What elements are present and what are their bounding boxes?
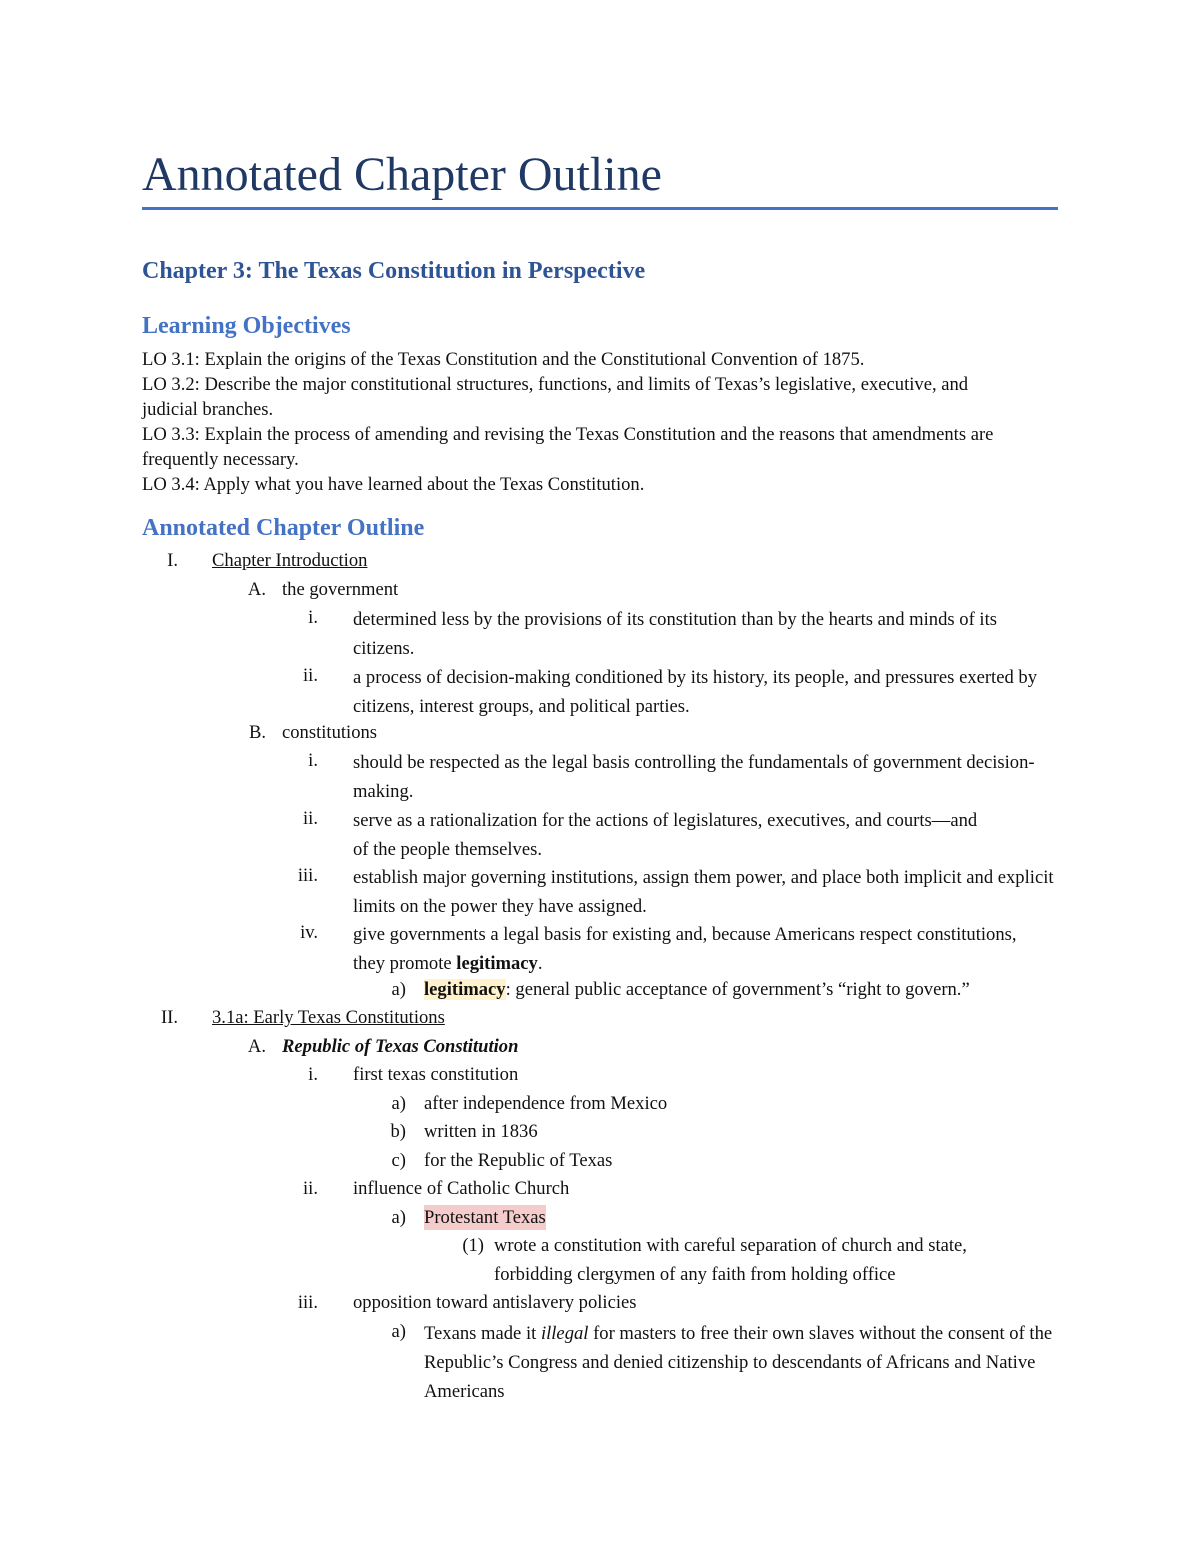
learning-objective: LO 3.1: Explain the origins of the Texas Constitution and the Constitutional Convention of 1875.	[142, 349, 865, 370]
outline-marker: a)	[391, 1093, 406, 1114]
outline-item-text-part: Texans made it	[424, 1323, 541, 1344]
definition-body: : general public acceptance of government’s “right to govern.”	[505, 979, 970, 1000]
outline-item-text: written in 1836	[424, 1121, 538, 1142]
outline-item-text: serve as a rationalization for the actions of legislatures, executives, and courts—and of the people themselves.	[353, 810, 978, 860]
outline-item-text: the government	[282, 579, 399, 600]
highlighted-term-legitimacy: legitimacy	[424, 979, 506, 1000]
outline-item-text: opposition toward antislavery policies	[353, 1292, 637, 1313]
outline-marker: I.	[167, 550, 178, 571]
learning-objectives-heading: Learning Objectives	[142, 313, 351, 339]
outline-marker: i.	[308, 607, 318, 628]
outline-item-text: influence of Catholic Church	[353, 1178, 570, 1199]
outline-marker: iii.	[297, 1292, 318, 1313]
definition-text	[424, 977, 970, 1002]
outline-item-text-line: wrote a constitution with careful separation of church and state,	[494, 1235, 967, 1256]
outline-marker: i.	[308, 1064, 318, 1085]
page-title: Annotated Chapter Outline	[142, 148, 662, 201]
outline-marker: a)	[391, 1207, 406, 1228]
outline-item-text: establish major governing institutions, assign them power, and place both implicit and explicit limits on the power they have assigned.	[353, 867, 1054, 917]
learning-objective: LO 3.3: Explain the process of amending and revising the Texas Constitution and the reasons that amendments are frequently necessary.	[142, 424, 994, 470]
outline-item-text-part: give governments a legal basis for existing and, because Americans respect constitutions, they promote	[353, 924, 1017, 974]
outline-item-text: a process of decision-making conditioned by its history, its people, and pressures exerted by citizens, interest groups, and political parties.	[353, 667, 1038, 717]
title-underline-rule	[142, 207, 1058, 210]
highlighted-text: Protestant Texas	[424, 1207, 546, 1228]
outline-item-text: determined less by the provisions of its constitution than by the hearts and minds of its citizens.	[353, 609, 997, 659]
outline-marker: iv.	[300, 922, 318, 943]
outline-item-text: constitutions	[282, 722, 378, 743]
outline-marker: A.	[247, 1036, 266, 1057]
chapter-heading: Chapter 3: The Texas Constitution in Perspective	[142, 258, 646, 284]
outline-heading: Annotated Chapter Outline	[142, 515, 425, 541]
learning-objective: LO 3.2: Describe the major constitutional structures, functions, and limits of Texas’s legislative, executive, and judicial branches.	[142, 374, 969, 420]
outline-marker: b)	[390, 1121, 406, 1142]
outline-marker: ii.	[303, 1178, 318, 1199]
outline-marker: a)	[391, 979, 406, 1000]
outline-item-text-part: .	[537, 953, 543, 974]
outline-section-title: Chapter Introduction	[212, 550, 368, 571]
outline-marker: i.	[308, 750, 318, 771]
outline-marker: ii.	[303, 808, 318, 829]
outline-section-title: 3.1a: Early Texas Constitutions	[212, 1007, 445, 1028]
key-term-legitimacy: legitimacy	[456, 953, 538, 974]
outline-marker: A.	[247, 579, 266, 600]
outline-item-text	[353, 920, 1053, 978]
outline-marker: (1)	[462, 1235, 484, 1256]
outline-marker: II.	[160, 1007, 178, 1028]
emphasis-illegal: illegal	[540, 1323, 589, 1344]
outline-marker: c)	[391, 1150, 406, 1171]
outline-marker: ii.	[303, 665, 318, 686]
outline-item-text: Republic of Texas Constitution	[282, 1036, 519, 1057]
outline-marker: iii.	[297, 865, 318, 886]
outline-item-text-line: forbidding clergymen of any faith from holding office	[494, 1264, 896, 1285]
outline-marker: B.	[248, 722, 266, 743]
outline-item-text: should be respected as the legal basis controlling the fundamentals of government decision-making.	[353, 752, 1035, 802]
outline-item-text: for the Republic of Texas	[424, 1150, 613, 1171]
outline-item-text: first texas constitution	[353, 1064, 519, 1085]
outline-item-text	[424, 1319, 1064, 1406]
outline-marker: a)	[391, 1321, 406, 1342]
learning-objectives-list	[142, 347, 1022, 497]
outline-item-text: after independence from Mexico	[424, 1093, 668, 1114]
outline-item-text-part: for masters to free their own slaves without the consent of the Republic’s Congress and denied citizenship to descendants of Africans and Native Americans	[424, 1323, 1053, 1402]
learning-objective: LO 3.4: Apply what you have learned about the Texas Constitution.	[142, 474, 645, 495]
